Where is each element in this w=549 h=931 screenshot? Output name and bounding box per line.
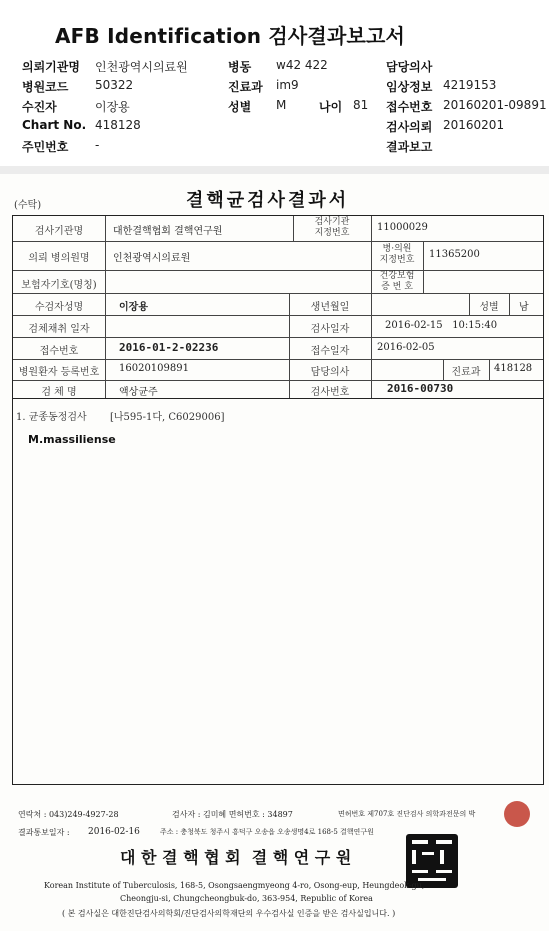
footer-license: 면허번호 제707호 진단검사 의학과전문의 박: [338, 810, 476, 818]
value-requesting-org: 인천광역시의료원: [95, 60, 188, 74]
specimen-value: 액상균주: [119, 387, 158, 398]
value-resident-no: -: [95, 138, 100, 152]
footer-org-en-2: Cheongju-si, Chungcheongbuk-do, 363-954, Republic of Korea: [120, 894, 373, 903]
label-ward: 병동: [228, 60, 252, 74]
value-department: im9: [276, 78, 299, 92]
result-organism: M.massiliense: [28, 433, 116, 446]
page-title: AFB Identification 검사결과보고서: [55, 24, 406, 48]
result-item: 1. 균종동정검사: [16, 412, 87, 423]
footer-contact: 연락처 : 043)249-4927-28: [18, 810, 119, 819]
requesting-hospital-value: 인천광역시의료원: [113, 253, 191, 264]
sex-label: 성별: [479, 302, 499, 313]
label-patient: 수진자: [22, 100, 57, 114]
insurance-label: 보험자기호(명칭): [21, 280, 97, 291]
birth-date-label: 생년월일: [310, 302, 350, 313]
requesting-hospital-label: 의뢰 병의원명: [28, 253, 90, 264]
dept-value: 418128: [494, 363, 533, 374]
label-requesting-org: 의뢰기관명: [22, 60, 80, 74]
lab-id-value: 11000029: [377, 222, 428, 233]
receipt-no-label: 접수번호: [39, 346, 79, 357]
label-age: 나이: [319, 100, 343, 114]
test-date-label: 검사일자: [310, 324, 350, 335]
value-hospital-code: 50322: [95, 78, 134, 92]
lab-name-label: 검사기관명: [34, 226, 84, 237]
collection-date-label: 검체채취 일자: [28, 324, 90, 335]
label-result-report: 결과보고: [386, 140, 433, 154]
doctor-label: 담당의사: [310, 367, 350, 378]
label-clinical-info: 임상정보: [386, 80, 433, 94]
value-clinical-info: 4219153: [443, 78, 497, 92]
label-sex: 성별: [228, 100, 252, 114]
report-info-table: [12, 215, 544, 399]
label-hospital-code: 병원코드: [22, 80, 69, 94]
insurance-id-label: 건강보험 증 번 호: [379, 271, 415, 292]
value-ward: w42 422: [276, 58, 328, 72]
footer-examiner: 검사자 : 김미혜 면허번호 : 34897: [172, 810, 293, 819]
label-test-request: 검사의뢰: [386, 120, 433, 134]
label-resident-no: 주민번호: [22, 140, 69, 154]
test-date-value: 2016-02-15 10:15:40: [385, 320, 498, 331]
report-tag: (수탁): [14, 200, 42, 211]
footer-org-en: Korean Institute of Tuberculosis, 168-5, Osongsaengmyeong 4-ro, Osong-eup, Heungdeok-gu,: [44, 881, 425, 890]
lab-id-label: 검사기관 지정번호: [314, 217, 350, 238]
value-patient: 이장용: [95, 100, 130, 114]
receive-date-label: 접수일자: [310, 346, 350, 357]
institute-seal-icon: [406, 834, 458, 888]
sex-value: 남: [519, 302, 529, 313]
value-age: 81: [353, 98, 369, 112]
footer-report-date-label: 결과통보일자 :: [18, 828, 70, 837]
label-chart-no: Chart No.: [22, 118, 87, 132]
section-divider: [0, 166, 549, 174]
report-title: 결핵균검사결과서: [186, 190, 350, 211]
receipt-no-value: 2016-01-2-02236: [119, 341, 219, 354]
hospital-id-value: 11365200: [429, 249, 480, 260]
patient-name-value: 이장용: [119, 302, 148, 313]
footer-address-kr: 주소 : 충청북도 청주시 흥덕구 오송읍 오송생명4로 168-5 결핵연구원: [160, 828, 374, 836]
label-department: 진료과: [228, 80, 263, 94]
result-area: [12, 397, 544, 785]
value-sex: M: [276, 98, 287, 112]
label-receipt-no: 접수번호: [386, 100, 433, 114]
value-test-request: 20160201: [443, 118, 505, 132]
lab-name-value: 대한결핵협회 결핵연구원: [113, 226, 223, 237]
footer-certification-note: ( 본 검사실은 대한진단검사의학회/진단검사의학재단의 우수검사실 인증을 받은 검사실입니다. ): [62, 909, 396, 918]
dept-label: 진료과: [451, 367, 481, 378]
registration-no-label: 병원환자 등록번호: [18, 367, 100, 378]
patient-name-label: 수검자성명: [34, 302, 84, 313]
hospital-id-label: 병·의원 지정번호: [379, 244, 415, 265]
physician-seal-icon: [504, 801, 530, 827]
label-doctor: 담당의사: [386, 60, 433, 74]
test-no-label: 검사번호: [310, 387, 350, 398]
footer-org-kr: 대 한 결 핵 협 회 결 핵 연 구 원: [120, 848, 352, 867]
footer-report-date: 2016-02-16: [88, 827, 140, 837]
value-receipt-no: 20160201-09891: [443, 98, 547, 112]
result-code: [나595-1다, C6029006]: [110, 412, 225, 423]
test-no-value: 2016-00730: [387, 382, 454, 395]
receive-date-value: 2016-02-05: [377, 342, 435, 353]
specimen-label: 검 체 명: [41, 387, 77, 398]
registration-no-value: 16020109891: [119, 363, 189, 374]
value-chart-no: 418128: [95, 118, 141, 132]
